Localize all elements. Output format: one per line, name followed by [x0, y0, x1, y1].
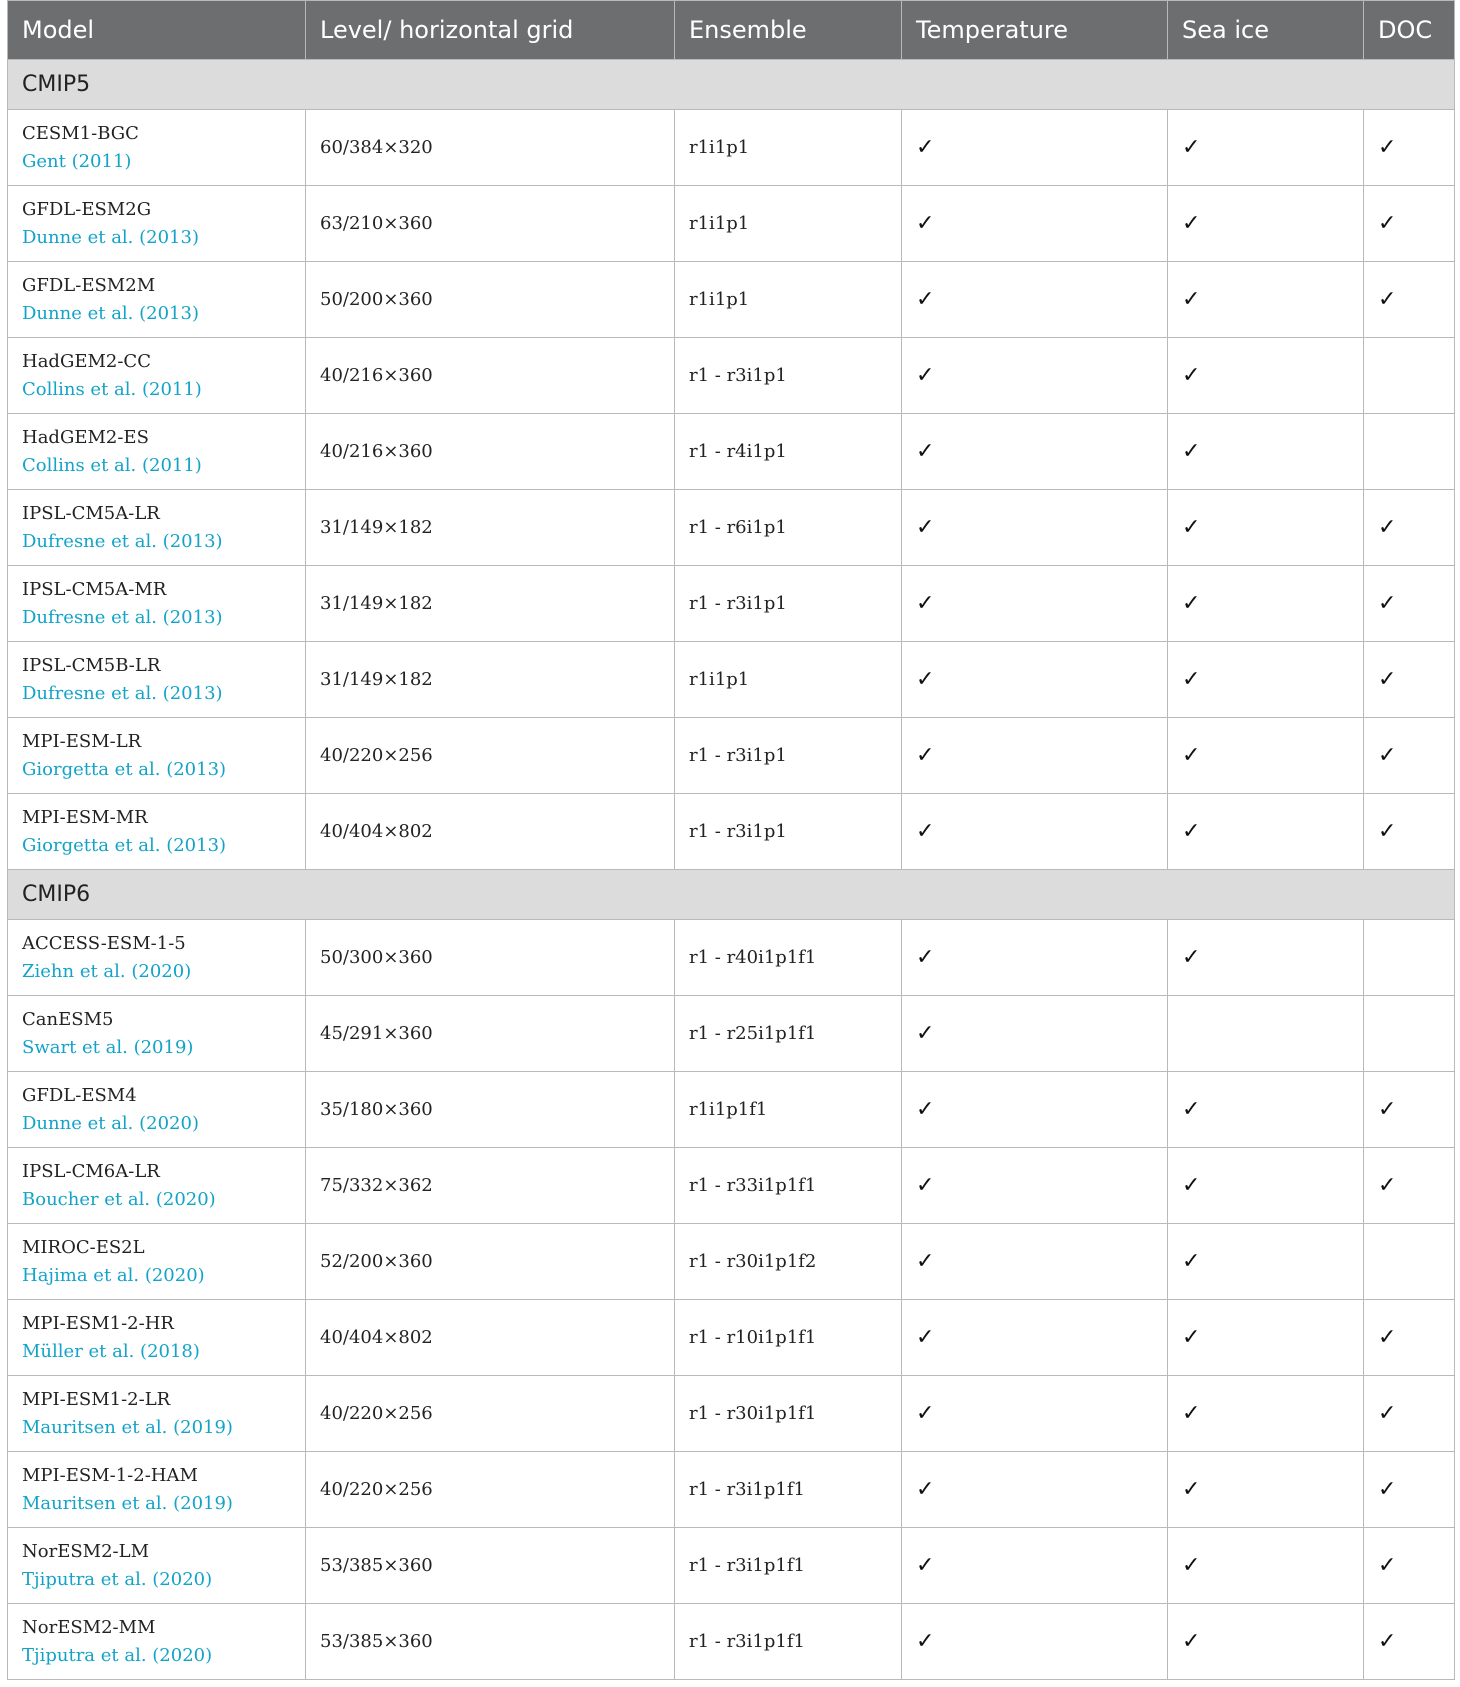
grid-cell: 40/216×360 — [306, 414, 675, 490]
table-row — [8, 1376, 1455, 1452]
check-icon: ✓ — [1378, 591, 1397, 616]
doc-cell — [1364, 920, 1455, 996]
model-cell — [8, 1604, 306, 1680]
check-icon: ✓ — [1182, 945, 1201, 970]
ensemble-cell: r1 - r3i1p1f1 — [675, 1604, 902, 1680]
check-icon: ✓ — [1182, 1173, 1201, 1198]
model-cell — [8, 414, 306, 490]
temperature-cell — [902, 1452, 1168, 1528]
grid-cell: 53/385×360 — [306, 1528, 675, 1604]
check-icon: ✓ — [916, 1097, 935, 1122]
sea-ice-cell — [1168, 1376, 1364, 1452]
sea-ice-cell — [1168, 920, 1364, 996]
check-icon: ✓ — [916, 1021, 935, 1046]
check-icon: ✓ — [1182, 819, 1201, 844]
check-icon: ✓ — [1182, 211, 1201, 236]
temperature-cell — [902, 1148, 1168, 1224]
check-icon: ✓ — [916, 515, 935, 540]
ensemble-cell: r1 - r30i1p1f1 — [675, 1376, 902, 1452]
check-icon: ✓ — [916, 363, 935, 388]
model-cell — [8, 642, 306, 718]
doc-cell — [1364, 718, 1455, 794]
ensemble-cell: r1 - r10i1p1f1 — [675, 1300, 902, 1376]
model-name: IPSL-CM6A-LR — [22, 1160, 160, 1182]
ensemble-cell: r1i1p1 — [675, 186, 902, 262]
table-row — [8, 718, 1455, 794]
reference-link[interactable]: Dufresne et al. (2013) — [22, 682, 223, 704]
check-icon: ✓ — [1378, 287, 1397, 312]
table-row — [8, 1224, 1455, 1300]
model-name: MPI-ESM-1-2-HAM — [22, 1464, 198, 1486]
table-row — [8, 338, 1455, 414]
model-name: HadGEM2-CC — [22, 350, 151, 372]
table-row — [8, 1148, 1455, 1224]
doc-cell — [1364, 414, 1455, 490]
check-icon: ✓ — [916, 1173, 935, 1198]
grid-cell: 63/210×360 — [306, 186, 675, 262]
sea-ice-cell — [1168, 566, 1364, 642]
reference-link[interactable]: Collins et al. (2011) — [22, 378, 202, 400]
check-icon: ✓ — [916, 1249, 935, 1274]
temperature-cell — [902, 1224, 1168, 1300]
check-icon: ✓ — [1182, 1325, 1201, 1350]
check-icon: ✓ — [1378, 1325, 1397, 1350]
model-cell — [8, 1528, 306, 1604]
table-row — [8, 1604, 1455, 1680]
model-name: GFDL-ESM4 — [22, 1084, 137, 1106]
temperature-cell — [902, 1528, 1168, 1604]
doc-cell — [1364, 490, 1455, 566]
check-icon: ✓ — [1378, 1401, 1397, 1426]
temperature-cell — [902, 794, 1168, 870]
check-icon: ✓ — [1182, 1477, 1201, 1502]
table-row — [8, 414, 1455, 490]
doc-cell — [1364, 338, 1455, 414]
check-icon: ✓ — [1182, 1553, 1201, 1578]
doc-cell — [1364, 566, 1455, 642]
model-name: GFDL-ESM2M — [22, 274, 156, 296]
check-icon: ✓ — [1378, 1477, 1397, 1502]
ensemble-cell: r1i1p1f1 — [675, 1072, 902, 1148]
ensemble-cell: r1 - r3i1p1 — [675, 338, 902, 414]
check-icon: ✓ — [1182, 363, 1201, 388]
check-icon: ✓ — [1182, 1249, 1201, 1274]
temperature-cell — [902, 996, 1168, 1072]
model-name: IPSL-CM5A-LR — [22, 502, 160, 524]
check-icon: ✓ — [1182, 515, 1201, 540]
doc-cell — [1364, 1452, 1455, 1528]
grid-cell: 53/385×360 — [306, 1604, 675, 1680]
model-cell — [8, 794, 306, 870]
model-cell — [8, 718, 306, 794]
model-name: CESM1-BGC — [22, 122, 139, 144]
model-name: IPSL-CM5A-MR — [22, 578, 167, 600]
table-row — [8, 794, 1455, 870]
column-header-ensemble: Ensemble — [675, 1, 902, 60]
grid-cell: 40/216×360 — [306, 338, 675, 414]
group-label: CMIP6 — [8, 870, 1455, 920]
ensemble-cell: r1 - r33i1p1f1 — [675, 1148, 902, 1224]
grid-cell: 31/149×182 — [306, 566, 675, 642]
table-row — [8, 1072, 1455, 1148]
model-name: CanESM5 — [22, 1008, 114, 1030]
ensemble-cell: r1 - r3i1p1f1 — [675, 1528, 902, 1604]
reference-link[interactable]: Gent (2011) — [22, 150, 132, 172]
check-icon: ✓ — [916, 211, 935, 236]
ensemble-cell: r1 - r3i1p1f1 — [675, 1452, 902, 1528]
reference-link[interactable]: Dunne et al. (2013) — [22, 302, 199, 324]
check-icon: ✓ — [916, 439, 935, 464]
model-name: MIROC-ES2L — [22, 1236, 145, 1258]
sea-ice-cell — [1168, 794, 1364, 870]
check-icon: ✓ — [916, 1401, 935, 1426]
model-name: HadGEM2-ES — [22, 426, 149, 448]
sea-ice-cell — [1168, 1528, 1364, 1604]
check-icon: ✓ — [916, 743, 935, 768]
sea-ice-cell — [1168, 186, 1364, 262]
temperature-cell — [902, 414, 1168, 490]
check-icon: ✓ — [1378, 819, 1397, 844]
ensemble-cell: r1 - r4i1p1 — [675, 414, 902, 490]
table-row — [8, 1528, 1455, 1604]
reference-link[interactable]: Tjiputra et al. (2020) — [22, 1644, 213, 1666]
model-name: GFDL-ESM2G — [22, 198, 152, 220]
temperature-cell — [902, 490, 1168, 566]
ensemble-cell: r1 - r30i1p1f2 — [675, 1224, 902, 1300]
ensemble-cell: r1i1p1 — [675, 642, 902, 718]
check-icon: ✓ — [1378, 515, 1397, 540]
check-icon: ✓ — [916, 667, 935, 692]
doc-cell — [1364, 186, 1455, 262]
doc-cell — [1364, 1224, 1455, 1300]
sea-ice-cell — [1168, 1072, 1364, 1148]
ensemble-cell: r1i1p1 — [675, 262, 902, 338]
check-icon: ✓ — [916, 1325, 935, 1350]
column-header-temperature: Temperature — [902, 1, 1168, 60]
table-row — [8, 996, 1455, 1072]
table-row — [8, 566, 1455, 642]
temperature-cell — [902, 1300, 1168, 1376]
grid-cell: 40/220×256 — [306, 1376, 675, 1452]
temperature-cell — [902, 110, 1168, 186]
grid-cell: 31/149×182 — [306, 642, 675, 718]
check-icon: ✓ — [1182, 1629, 1201, 1654]
model-name: MPI-ESM-LR — [22, 730, 142, 752]
grid-cell: 75/332×362 — [306, 1148, 675, 1224]
model-name: IPSL-CM5B-LR — [22, 654, 161, 676]
check-icon: ✓ — [1378, 1097, 1397, 1122]
table-row — [8, 262, 1455, 338]
temperature-cell — [902, 920, 1168, 996]
temperature-cell — [902, 1604, 1168, 1680]
reference-link[interactable]: Dufresne et al. (2013) — [22, 606, 223, 628]
model-name: MPI-ESM1-2-HR — [22, 1312, 174, 1334]
column-header-sea-ice: Sea ice — [1168, 1, 1364, 60]
model-table — [7, 0, 1455, 1680]
doc-cell — [1364, 262, 1455, 338]
column-header-doc: DOC — [1364, 1, 1455, 60]
temperature-cell — [902, 718, 1168, 794]
model-cell — [8, 1072, 306, 1148]
check-icon: ✓ — [1182, 135, 1201, 160]
model-cell — [8, 186, 306, 262]
grid-cell: 40/404×802 — [306, 1300, 675, 1376]
check-icon: ✓ — [916, 1477, 935, 1502]
ensemble-cell: r1 - r3i1p1 — [675, 566, 902, 642]
group-row — [8, 870, 1455, 920]
reference-link[interactable]: Dunne et al. (2013) — [22, 226, 199, 248]
table-body — [8, 60, 1455, 1680]
ensemble-cell: r1 - r40i1p1f1 — [675, 920, 902, 996]
check-icon: ✓ — [1182, 439, 1201, 464]
doc-cell — [1364, 1072, 1455, 1148]
check-icon: ✓ — [1182, 667, 1201, 692]
reference-link[interactable]: Mauritsen et al. (2019) — [22, 1492, 233, 1514]
reference-link[interactable]: Dufresne et al. (2013) — [22, 530, 223, 552]
check-icon: ✓ — [1378, 1553, 1397, 1578]
temperature-cell — [902, 262, 1168, 338]
reference-link[interactable]: Dunne et al. (2020) — [22, 1112, 199, 1134]
grid-cell: 50/200×360 — [306, 262, 675, 338]
sea-ice-cell — [1168, 338, 1364, 414]
model-cell — [8, 920, 306, 996]
check-icon: ✓ — [1378, 1629, 1397, 1654]
grid-cell: 31/149×182 — [306, 490, 675, 566]
model-cell — [8, 1452, 306, 1528]
table-row — [8, 1300, 1455, 1376]
table-row — [8, 490, 1455, 566]
ensemble-cell: r1 - r3i1p1 — [675, 794, 902, 870]
grid-cell: 40/220×256 — [306, 1452, 675, 1528]
table-row — [8, 186, 1455, 262]
model-cell — [8, 996, 306, 1072]
sea-ice-cell — [1168, 414, 1364, 490]
model-name: NorESM2-LM — [22, 1540, 150, 1562]
grid-cell: 35/180×360 — [306, 1072, 675, 1148]
sea-ice-cell — [1168, 718, 1364, 794]
model-cell — [8, 566, 306, 642]
doc-cell — [1364, 642, 1455, 718]
check-icon: ✓ — [916, 287, 935, 312]
check-icon: ✓ — [1182, 1097, 1201, 1122]
reference-link[interactable]: Boucher et al. (2020) — [22, 1188, 216, 1210]
check-icon: ✓ — [1378, 1173, 1397, 1198]
reference-link[interactable]: Hajima et al. (2020) — [22, 1264, 205, 1286]
check-icon: ✓ — [916, 1553, 935, 1578]
model-name: MPI-ESM1-2-LR — [22, 1388, 171, 1410]
sea-ice-cell — [1168, 1224, 1364, 1300]
reference-link[interactable]: Giorgetta et al. (2013) — [22, 758, 227, 780]
temperature-cell — [902, 186, 1168, 262]
ensemble-cell: r1 - r25i1p1f1 — [675, 996, 902, 1072]
check-icon: ✓ — [1378, 135, 1397, 160]
reference-link[interactable]: Ziehn et al. (2020) — [22, 960, 192, 982]
model-cell — [8, 1376, 306, 1452]
check-icon: ✓ — [916, 945, 935, 970]
sea-ice-cell — [1168, 262, 1364, 338]
check-icon: ✓ — [916, 591, 935, 616]
check-icon: ✓ — [1182, 743, 1201, 768]
doc-cell — [1364, 110, 1455, 186]
model-cell — [8, 1300, 306, 1376]
sea-ice-cell — [1168, 642, 1364, 718]
grid-cell: 60/384×320 — [306, 110, 675, 186]
doc-cell — [1364, 794, 1455, 870]
grid-cell: 50/300×360 — [306, 920, 675, 996]
table-row — [8, 642, 1455, 718]
reference-link[interactable]: Müller et al. (2018) — [22, 1340, 200, 1362]
check-icon: ✓ — [1182, 287, 1201, 312]
model-cell — [8, 338, 306, 414]
doc-cell — [1364, 1604, 1455, 1680]
table-row — [8, 110, 1455, 186]
column-header-grid: Level/ horizontal grid — [306, 1, 675, 60]
doc-cell — [1364, 1376, 1455, 1452]
doc-cell — [1364, 1148, 1455, 1224]
grid-cell: 45/291×360 — [306, 996, 675, 1072]
header-row — [8, 1, 1455, 60]
sea-ice-cell — [1168, 1452, 1364, 1528]
model-cell — [8, 1224, 306, 1300]
table-row — [8, 920, 1455, 996]
model-cell — [8, 262, 306, 338]
reference-link[interactable]: Giorgetta et al. (2013) — [22, 834, 227, 856]
group-label: CMIP5 — [8, 60, 1455, 110]
check-icon: ✓ — [1182, 591, 1201, 616]
sea-ice-cell — [1168, 490, 1364, 566]
doc-cell — [1364, 996, 1455, 1072]
temperature-cell — [902, 642, 1168, 718]
temperature-cell — [902, 1072, 1168, 1148]
model-cell — [8, 110, 306, 186]
check-icon: ✓ — [1182, 1401, 1201, 1426]
grid-cell: 40/404×802 — [306, 794, 675, 870]
group-row — [8, 60, 1455, 110]
column-header-model: Model — [8, 1, 306, 60]
reference-link[interactable]: Mauritsen et al. (2019) — [22, 1416, 233, 1438]
sea-ice-cell — [1168, 996, 1364, 1072]
model-name: NorESM2-MM — [22, 1616, 156, 1638]
reference-link[interactable]: Collins et al. (2011) — [22, 454, 202, 476]
check-icon: ✓ — [916, 135, 935, 160]
model-cell — [8, 490, 306, 566]
model-name: MPI-ESM-MR — [22, 806, 148, 828]
ensemble-cell: r1 - r6i1p1 — [675, 490, 902, 566]
model-cell — [8, 1148, 306, 1224]
check-icon: ✓ — [916, 819, 935, 844]
grid-cell: 40/220×256 — [306, 718, 675, 794]
doc-cell — [1364, 1300, 1455, 1376]
grid-cell: 52/200×360 — [306, 1224, 675, 1300]
doc-cell — [1364, 1528, 1455, 1604]
check-icon: ✓ — [916, 1629, 935, 1654]
check-icon: ✓ — [1378, 211, 1397, 236]
sea-ice-cell — [1168, 1604, 1364, 1680]
reference-link[interactable]: Swart et al. (2019) — [22, 1036, 194, 1058]
temperature-cell — [902, 338, 1168, 414]
sea-ice-cell — [1168, 1148, 1364, 1224]
check-icon: ✓ — [1378, 743, 1397, 768]
temperature-cell — [902, 1376, 1168, 1452]
sea-ice-cell — [1168, 110, 1364, 186]
temperature-cell — [902, 566, 1168, 642]
reference-link[interactable]: Tjiputra et al. (2020) — [22, 1568, 213, 1590]
model-name: ACCESS-ESM-1-5 — [22, 932, 186, 954]
ensemble-cell: r1i1p1 — [675, 110, 902, 186]
check-icon: ✓ — [1378, 667, 1397, 692]
table-row — [8, 1452, 1455, 1528]
sea-ice-cell — [1168, 1300, 1364, 1376]
ensemble-cell: r1 - r3i1p1 — [675, 718, 902, 794]
